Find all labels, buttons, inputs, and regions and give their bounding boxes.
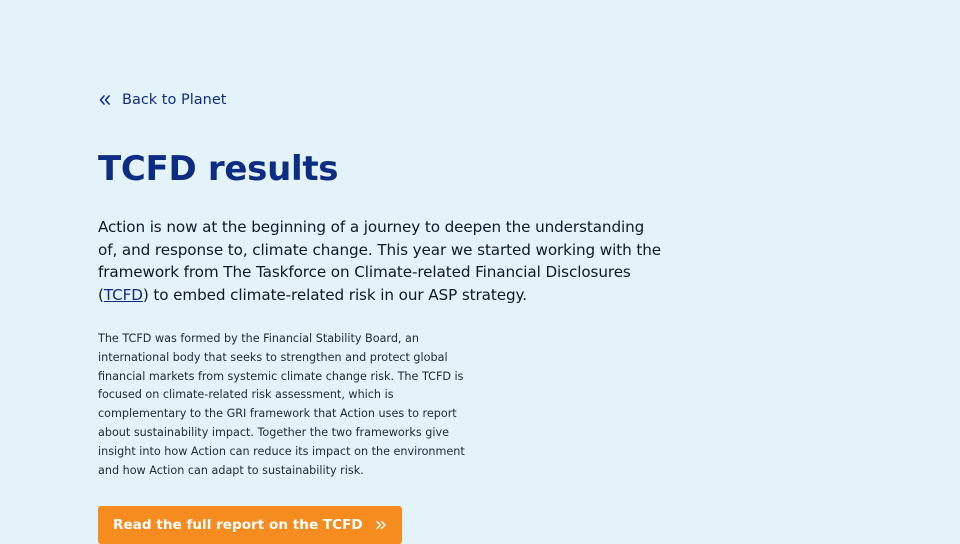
- read-full-report-button[interactable]: [98, 506, 402, 544]
- intro-paragraph: [98, 216, 663, 307]
- intro-text-end: ) to embed climate-related risk in our ASP strategy.: [142, 286, 527, 305]
- cta-label: Read the full report on the TCFD: [113, 517, 363, 533]
- back-to-planet-link[interactable]: [98, 92, 226, 108]
- double-chevron-left-icon: [98, 93, 112, 107]
- tcfd-description: The TCFD was formed by the Financial Stability Board, an international body that seeks to strengthen and protect global financial markets from systemic climate change risk. The TCFD is focused on climate-related risk assessment, which is complementary to the GRI framework that Action uses to report about sustainability impact. Together the two frameworks give insight into how Action can reduce its impact on the environment and how Action can adapt to sustainability risk.: [98, 332, 465, 477]
- tcfd-link[interactable]: TCFD: [103, 286, 143, 305]
- double-chevron-right-icon: [375, 519, 387, 531]
- back-link-label: Back to Planet: [122, 92, 227, 108]
- page-title: TCFD results: [98, 149, 339, 189]
- intro-text-start: Action is now at the beginning of a journey to deepen the understanding of, and response to, climate change. This year we started working with the framework from The Taskforce on Climate-related Financial Disclosures (: [98, 218, 661, 305]
